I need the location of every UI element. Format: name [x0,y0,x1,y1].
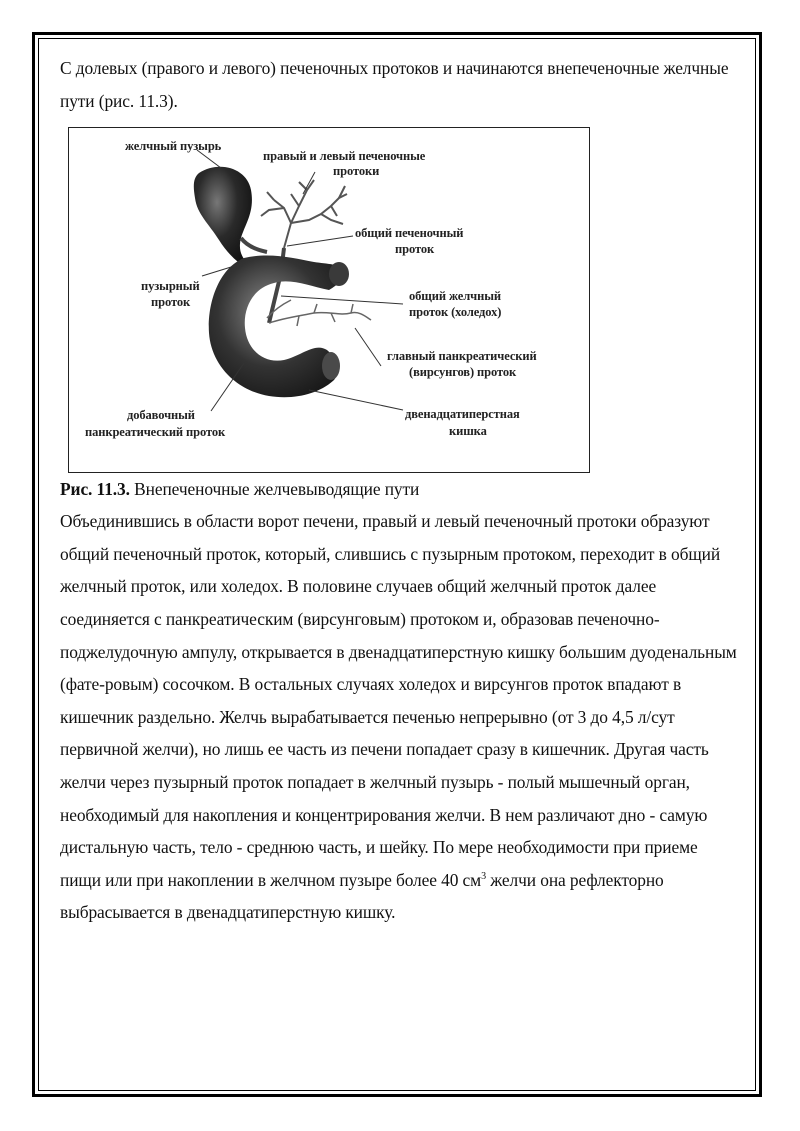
superscript-3: 3 [481,870,486,882]
label-gallbladder: желчный пузырь [125,139,222,154]
figure-caption [60,473,740,505]
label-common-bile-line2: проток (холедох) [409,305,502,320]
label-pancreatic-line1: главный панкреатический [387,349,537,364]
label-hepatic-ducts-line2: протоки [333,164,380,179]
label-common-bile-line1: общий желчный [409,289,501,304]
label-pancreatic-line2: (вирсунгов) проток [409,365,517,380]
body-paragraph [60,505,740,929]
label-common-hepatic-line2: проток [395,242,435,257]
caption-text: Внепеченочные желчевыводящие пути [134,479,420,500]
figure-biliary-tract [68,127,590,473]
caption-label: Рис. 11.3. [60,479,130,500]
label-common-hepatic-line1: общий печеночный [355,226,464,241]
hepatic-ducts-tree [261,180,347,248]
label-cystic-line1: пузырный [141,279,200,294]
pancreatic-ducts [267,300,371,326]
label-cystic-line2: проток [151,295,191,310]
label-duodenum-line1: двенадцатиперстная [405,407,520,422]
intro-paragraph: С долевых (правого и левого) печеночных протоков и начинаются внепеченочные желчные пути (рис. 11.3). [60,58,729,111]
label-duodenum-line2: кишка [449,424,487,439]
label-accessory-line1: добавочный [127,408,195,423]
gallbladder-shape [194,167,267,268]
biliary-tract-illustration [69,128,591,474]
label-hepatic-ducts-line1: правый и левый печеночные [263,149,426,164]
label-accessory-line2: панкреатический проток [85,425,226,440]
body-text-end: желчи она рефлекторно выбрасывается в двенадцатиперстную кишку. [60,869,664,923]
body-text-main: Объединившись в области ворот печени, правый и левый печеночный протоки образуют общий печеночный проток, который, слившись с пузырным протоком, переходит в общий желчный проток, или холедох. В половине случаев общий желчный проток далее соединяется с панкреатическим (вирсунговым) протоком и, образовав печеночно-поджелудочную ампулу, открывается в двенадцатиперстную кишку большим дуоденальным (фате-ровым) сосочком. В остальных случаях холедох и вирсунгов проток впадают в кишечник раздельно. Желчь вырабатывается печенью непрерывно (от 3 до 4,5 л/сут первичной желчи), но лишь ее часть из печени попадает сразу в кишечник. Другая часть желчи через пузырный проток попадает в желчный пузырь - полый мышечный орган, необходимый для накопления и концентрирования желчи. В нем различают дно - самую дистальную часть, тело - среднюю часть, и шейку. По мере необходимости при приеме пищи или при накоплении в желчном пузыре более 40 см [60,511,737,890]
page-content [60,52,740,929]
duodenum-shape [209,256,349,398]
